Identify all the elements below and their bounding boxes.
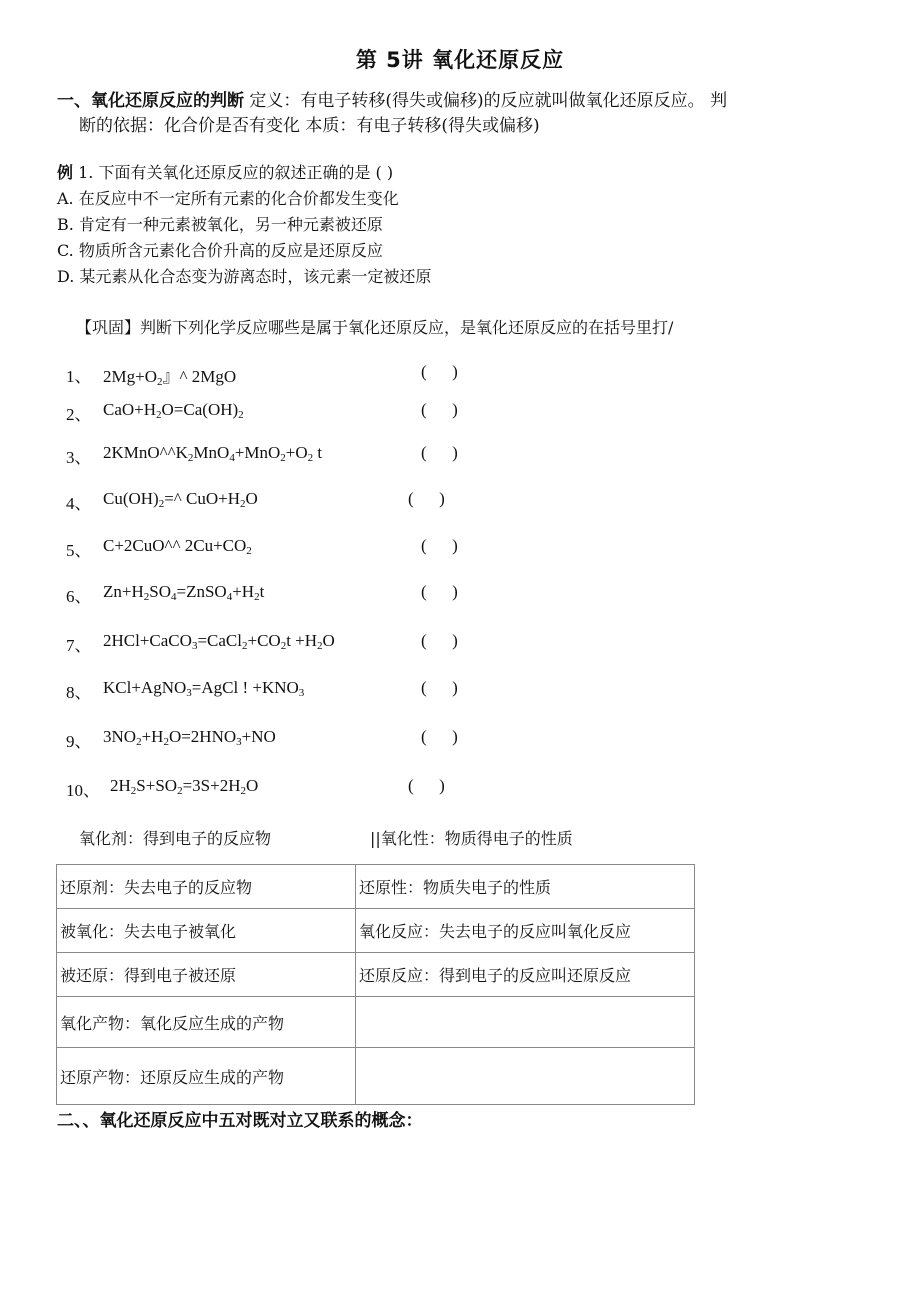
subscript: 4 xyxy=(226,591,233,603)
reaction-equation xyxy=(103,727,276,747)
formula-text: +MnO xyxy=(234,443,281,462)
formula-text: CaO+H xyxy=(103,400,157,419)
concept-header-left: 氧化剂：得到电子的反应物 xyxy=(79,829,272,848)
subscript: 2 xyxy=(254,591,260,603)
reaction-equation xyxy=(103,678,304,698)
table-row xyxy=(57,953,695,997)
reaction-number: 7、 xyxy=(66,636,92,655)
subscript: 2 xyxy=(163,736,169,748)
subscript: 2 xyxy=(240,785,246,797)
concepts-table xyxy=(56,864,695,1105)
formula-text: C+2CuO^^ 2Cu+CO xyxy=(103,536,247,555)
subscript: 2 xyxy=(240,498,246,510)
subscript: 2 xyxy=(156,376,163,388)
formula-text: Zn+H xyxy=(103,582,144,601)
reaction-row xyxy=(66,631,486,655)
reaction-row xyxy=(66,489,486,513)
formula-text: =3S+2H xyxy=(182,776,241,795)
example1-option-b: B. 肯定有一种元素被氧化，另一种元素被还原 xyxy=(57,215,383,234)
subscript: 2 xyxy=(317,640,323,652)
section1-line1 xyxy=(57,89,727,113)
reaction-equation xyxy=(103,631,335,651)
subscript: 2 xyxy=(280,452,286,464)
subscript: 2 xyxy=(130,785,137,797)
reaction-row xyxy=(66,582,486,606)
reaction-number: 5、 xyxy=(66,541,92,560)
formula-text: S+SO xyxy=(136,776,178,795)
subscript: 2 xyxy=(238,409,244,421)
example1-option-d: D. 某元素从化合态变为游离态时，该元素一定被还原 xyxy=(57,267,432,286)
subscript: 2 xyxy=(246,545,252,557)
subscript: 2 xyxy=(156,409,162,421)
subscript: 2 xyxy=(241,640,248,652)
answer-parentheses[interactable]: ( ) xyxy=(408,489,445,508)
reaction-row xyxy=(66,536,486,560)
answer-parentheses[interactable]: ( ) xyxy=(408,776,445,795)
section1-line2: 断的依据：化合价是否有变化 本质：有电子转移(得失或偏移) xyxy=(79,116,540,136)
reaction-number: 9、 xyxy=(66,732,92,751)
subscript: 3 xyxy=(186,687,192,699)
answer-parentheses[interactable]: ( ) xyxy=(421,536,458,555)
answer-parentheses[interactable]: ( ) xyxy=(421,678,458,697)
formula-text: 2Mg+O xyxy=(103,367,157,386)
formula-text: MnO xyxy=(193,443,230,462)
subscript: 2 xyxy=(187,452,194,464)
formula-text: O=Ca(OH) xyxy=(161,400,239,419)
concept-header-right: ||氧化性：物质得电子的性质 xyxy=(370,829,573,848)
page-title: 第 5讲 氧化还原反应 xyxy=(355,48,565,72)
table-cell: 还原剂：失去电子的反应物 xyxy=(57,865,356,909)
formula-text: KCl+AgNO xyxy=(103,678,187,697)
formula-text: 3NO xyxy=(103,727,137,746)
formula-text: +H xyxy=(141,727,164,746)
example1-option-a: A. 在反应中不一定所有元素的化合价都发生变化 xyxy=(57,189,399,208)
subscript: 2 xyxy=(158,498,165,510)
formula-text: 』^ 2MgO xyxy=(162,367,237,386)
answer-parentheses[interactable]: ( ) xyxy=(421,443,458,462)
reaction-number: 2、 xyxy=(66,405,92,424)
subscript: 2 xyxy=(280,640,287,652)
answer-parentheses[interactable]: ( ) xyxy=(421,727,458,746)
reaction-equation xyxy=(103,536,252,556)
formula-text: +CO xyxy=(247,631,281,650)
reaction-equation xyxy=(103,582,264,602)
formula-text: t xyxy=(259,582,265,601)
reaction-row xyxy=(66,443,486,467)
formula-text: 2HCl+CaCO xyxy=(103,631,192,650)
subscript: 2 xyxy=(177,785,183,797)
reaction-number: 1、 xyxy=(66,367,92,386)
table-cell xyxy=(356,1048,695,1105)
formula-text: t +H xyxy=(286,631,318,650)
formula-text: 2KMnO^^K xyxy=(103,443,188,462)
formula-text: SO xyxy=(149,582,171,601)
subscript: 3 xyxy=(236,736,242,748)
subscript: 2 xyxy=(307,452,314,464)
reaction-number: 10、 xyxy=(66,781,100,800)
reaction-row xyxy=(66,400,486,424)
consolidate-instruction: 【巩固】判断下列化学反应哪些是属于氧化还原反应，是氧化还原反应的在括号里打/ xyxy=(76,318,674,337)
reaction-row xyxy=(66,362,486,386)
reaction-row xyxy=(66,776,486,800)
formula-text: Cu(OH) xyxy=(103,489,159,508)
table-cell: 被氧化：失去电子被氧化 xyxy=(57,909,356,953)
formula-text: 2H xyxy=(110,776,131,795)
reaction-number: 8、 xyxy=(66,683,92,702)
formula-text: t xyxy=(313,443,323,462)
reaction-row xyxy=(66,727,486,751)
table-row xyxy=(57,865,695,909)
formula-text: +H xyxy=(232,582,255,601)
table-cell: 被还原：得到电子被还原 xyxy=(57,953,356,997)
formula-text: O xyxy=(245,489,258,508)
table-cell xyxy=(356,997,695,1048)
section2-heading xyxy=(57,1109,423,1133)
answer-parentheses[interactable]: ( ) xyxy=(421,362,458,381)
table-cell: 还原反应：得到电子的反应叫还原反应 xyxy=(356,953,695,997)
formula-text: +NO xyxy=(241,727,276,746)
formula-text: =^ CuO+H xyxy=(164,489,241,508)
formula-text: =CaCl xyxy=(197,631,242,650)
reaction-number: 6、 xyxy=(66,587,92,606)
formula-text: O=2HNO xyxy=(168,727,237,746)
answer-parentheses[interactable]: ( ) xyxy=(421,400,458,419)
subscript: 4 xyxy=(170,591,177,603)
subscript: 3 xyxy=(191,640,198,652)
example1-question: 1. 下面有关氧化还原反应的叙述正确的是 ( ) xyxy=(73,163,394,182)
table-row xyxy=(57,909,695,953)
reaction-number: 4、 xyxy=(66,494,92,513)
answer-parentheses[interactable]: ( ) xyxy=(421,582,458,601)
answer-parentheses[interactable]: ( ) xyxy=(421,631,458,650)
section1-definition: 定义：有电子转移(得失或偏移)的反应就叫做氧化还原反应。 判 xyxy=(244,91,728,111)
formula-text: O xyxy=(322,631,335,650)
reaction-equation xyxy=(103,362,236,387)
formula-text: +O xyxy=(285,443,308,462)
subscript: 2 xyxy=(143,591,150,603)
table-row xyxy=(57,997,695,1048)
formula-text: =ZnSO xyxy=(176,582,227,601)
reaction-equation xyxy=(103,400,244,420)
table-row xyxy=(57,1048,695,1105)
section1-heading: 一、氧化还原反应的判断 xyxy=(57,91,244,111)
example1-option-c: C. 物质所含元素化合价升高的反应是还原反应 xyxy=(57,241,383,260)
example1-prefix: 例 xyxy=(57,163,74,182)
reaction-equation xyxy=(103,489,258,509)
section2-heading-text: 二、、氧化还原反应中五对既对立又联系的概念： xyxy=(57,1111,423,1131)
reaction-row xyxy=(66,678,486,702)
formula-text: =AgCl ! +KNO xyxy=(191,678,299,697)
reaction-equation xyxy=(110,776,258,796)
subscript: 2 xyxy=(136,736,142,748)
table-cell: 氧化产物：氧化反应生成的产物 xyxy=(57,997,356,1048)
formula-text: O xyxy=(245,776,259,795)
table-cell: 还原性：物质失电子的性质 xyxy=(356,865,695,909)
subscript: 3 xyxy=(298,687,305,699)
table-cell: 还原产物：还原反应生成的产物 xyxy=(57,1048,356,1105)
reaction-number: 3、 xyxy=(66,448,92,467)
example1-question-line xyxy=(57,160,393,186)
reaction-equation xyxy=(103,443,322,463)
subscript: 4 xyxy=(229,452,235,464)
table-cell: 氧化反应：失去电子的反应叫氧化反应 xyxy=(356,909,695,953)
